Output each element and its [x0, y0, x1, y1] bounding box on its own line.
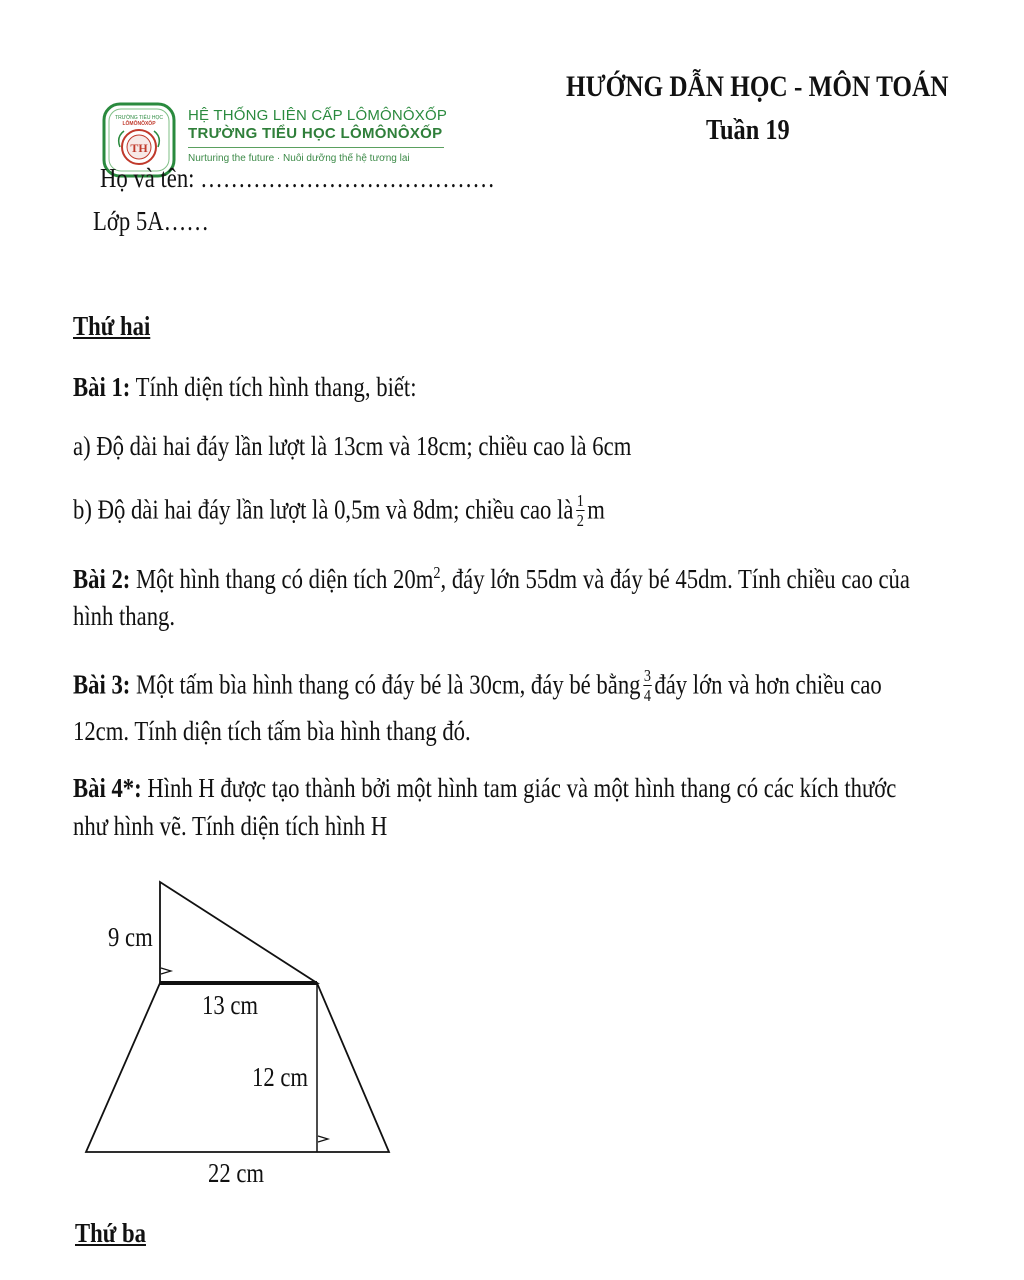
exercise-1a: a) Độ dài hai đáy lần lượt là 13cm và 18cm; chiều cao là 6cm	[73, 431, 632, 461]
exercise-4-line2: như hình vẽ. Tính diện tích hình H	[73, 811, 388, 841]
logo-divider	[188, 147, 444, 148]
school-system-name: HỆ THỐNG LIÊN CẤP LÔMÔNÔXỐP	[188, 107, 448, 124]
exercise-1-text: Tính diện tích hình thang, biết:	[130, 372, 417, 402]
right-angle-mark-triangle	[161, 968, 171, 974]
exercise-3-line2: 12cm. Tính diện tích tấm bìa hình thang đó.	[73, 716, 471, 746]
seal-top-text: TRƯỜNG TIỂU HỌC	[115, 115, 163, 121]
fraction-one-half	[576, 492, 585, 529]
label-bottom-base: 22 cm	[208, 1158, 265, 1188]
fraction-denominator: 2	[576, 511, 584, 530]
exercise-2-text-before: Một hình thang có diện tích 20m	[130, 564, 434, 594]
exercise-3-text-before: Một tấm bìa hình thang có đáy bé là 30cm, đáy bé bằng	[130, 669, 641, 700]
label-triangle-height: 9 cm	[108, 922, 153, 952]
school-name: TRƯỜNG TIỂU HỌC LÔMÔNÔXỐP	[188, 125, 443, 142]
exercise-4-text: Hình H được tạo thành bởi một hình tam giác và một hình thang có các kích thước	[141, 773, 897, 803]
section-heading-tuesday: Thứ ba	[75, 1218, 146, 1248]
week-label: Tuần 19	[706, 114, 790, 146]
exercise-1b-text: b) Độ dài hai đáy lần lượt là 0,5m và 8dm; chiều cao là	[73, 494, 574, 525]
label-trapezoid-height: 12 cm	[252, 1062, 309, 1092]
exercise-3-text-after: đáy lớn và hơn chiều cao	[654, 669, 882, 700]
seal-glyph: TH	[130, 141, 148, 155]
triangle-shape	[160, 882, 317, 983]
exercise-4-line1	[73, 773, 896, 804]
fraction-denominator: 4	[643, 686, 652, 705]
seal-name-text: LÔMÔNÔXỐP	[122, 121, 156, 127]
student-name-field: Họ và tên: …………………………………	[100, 163, 495, 193]
label-shared-base: 13 cm	[202, 990, 259, 1020]
exercise-2-label: Bài 2:	[73, 564, 131, 594]
exercise-1-label: Bài 1:	[73, 372, 131, 402]
exercise-1b	[73, 491, 605, 531]
section-heading-monday: Thứ hai	[73, 311, 151, 341]
school-tagline: Nurturing the future · Nuôi dưỡng thế hệ tương lai	[188, 153, 410, 164]
fraction-three-quarters	[643, 667, 652, 704]
exercise-1b-unit: m	[587, 494, 605, 525]
exercise-2-text-after: , đáy lớn 55dm và đáy bé 45dm. Tính chiều cao của	[440, 564, 910, 594]
fraction-numerator: 1	[576, 491, 584, 510]
document-title: HƯỚNG DẪN HỌC - MÔN TOÁN	[566, 70, 949, 103]
exercise-2-line2: hình thang.	[73, 601, 176, 631]
right-angle-mark-trapezoid	[318, 1136, 328, 1142]
student-class-field: Lớp 5A……	[93, 206, 209, 236]
exercise-1-prompt	[73, 372, 417, 403]
exercise-3-label: Bài 3:	[73, 669, 131, 700]
exercise-3-line1	[73, 666, 882, 706]
fraction-numerator: 3	[643, 666, 652, 685]
exercise-2-superscript: 2	[433, 563, 441, 582]
exercise-2-line1	[73, 563, 910, 595]
exercise-4-label: Bài 4*:	[73, 773, 142, 803]
